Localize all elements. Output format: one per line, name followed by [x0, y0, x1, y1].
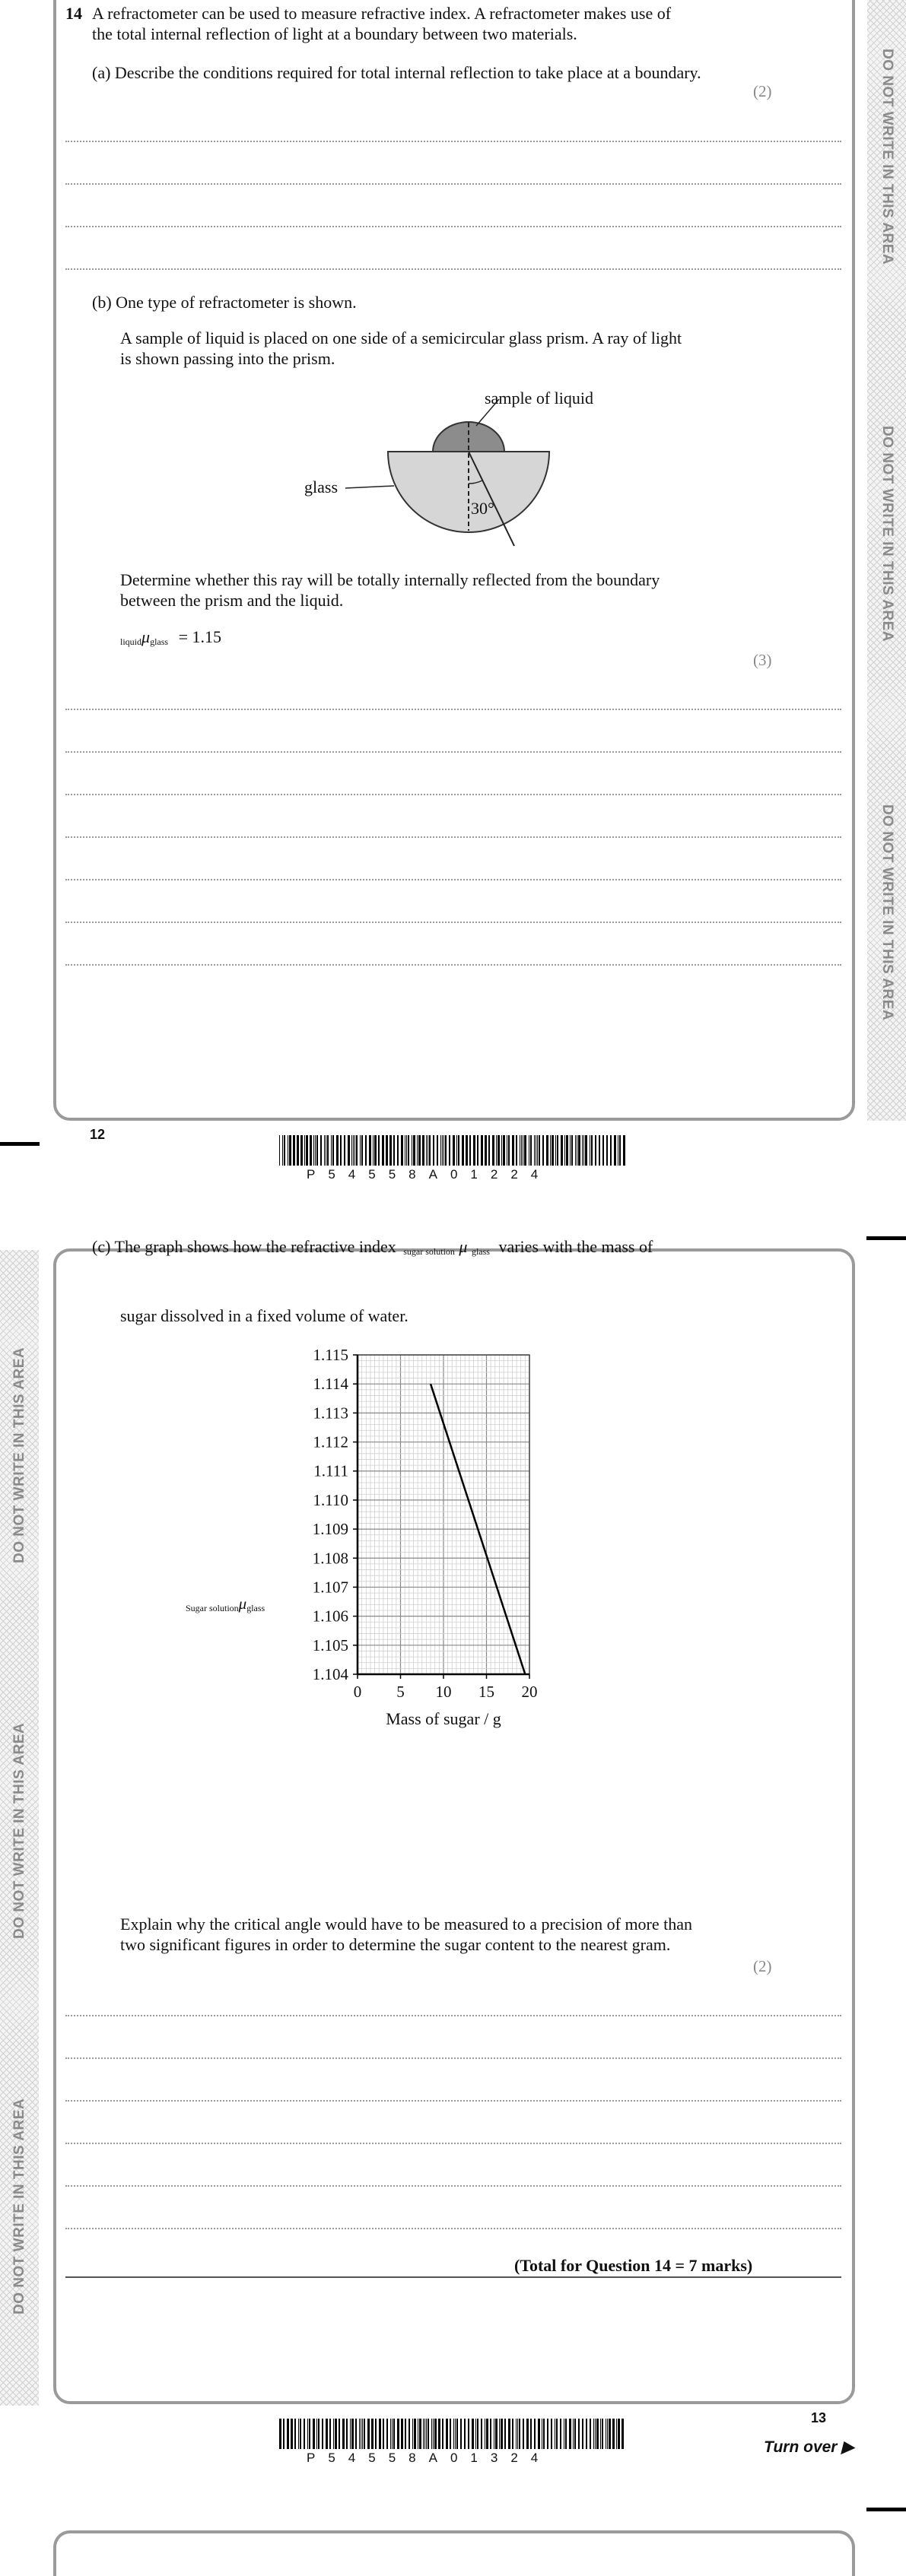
barcode-bar — [495, 2419, 498, 2449]
barcode-bar — [556, 2419, 558, 2449]
barcode-bar — [313, 1135, 314, 1166]
mu-value: = 1.15 — [178, 627, 221, 646]
barcode-bar — [374, 1135, 377, 1166]
question-total: (Total for Question 14 = 7 marks) — [514, 2256, 753, 2275]
barcode-bar — [350, 2419, 351, 2449]
barcode-bar — [428, 2419, 429, 2449]
barcode-bar — [397, 1135, 399, 1166]
barcode-bar — [283, 2419, 285, 2449]
barcode-bar — [382, 1135, 384, 1166]
barcode-bar — [279, 2419, 281, 2449]
barcode-bar — [546, 1135, 548, 1166]
margin-warning: DO NOT WRITE IN THIS AREA — [11, 1347, 27, 1563]
barcode-bar — [492, 1135, 494, 1166]
part-b-instruction: between the prism and the liquid. — [120, 591, 344, 610]
glass-label: glass — [304, 477, 338, 496]
barcode-bar — [371, 2419, 374, 2449]
barcode-bar — [417, 1135, 418, 1166]
barcode-bar — [557, 1135, 558, 1166]
barcode-bar — [516, 2419, 517, 2449]
barcode-bar — [517, 2419, 518, 2449]
barcode-bar — [355, 2419, 357, 2449]
barcode-bar — [521, 1135, 522, 1166]
barcode-bar — [456, 2419, 458, 2449]
barcode-bar — [481, 1135, 483, 1166]
barcode-bar — [422, 1135, 424, 1166]
mu-symbol: μ — [141, 627, 151, 646]
y-tick-label: 1.110 — [313, 1490, 348, 1509]
barcode-bar — [373, 1135, 374, 1166]
barcode-bar — [573, 2419, 574, 2449]
barcode-bar — [591, 1135, 593, 1166]
barcode-bar — [534, 1135, 535, 1166]
barcode-bar — [351, 2419, 354, 2449]
barcode-bar — [547, 2419, 548, 2449]
barcode-bar — [551, 2419, 552, 2449]
y-tick-label: 1.112 — [313, 1432, 348, 1451]
barcode-bar — [607, 2419, 608, 2449]
total-rule — [65, 2276, 841, 2278]
barcode-bar — [524, 1135, 526, 1166]
barcode-bar — [499, 2419, 500, 2449]
barcode-bar — [574, 2419, 576, 2449]
barcode-bar — [512, 1135, 514, 1166]
barcode-bar — [359, 2419, 360, 2449]
barcode-bar — [438, 2419, 440, 2449]
margin-warning: DO NOT WRITE IN THIS AREA — [11, 1722, 27, 1939]
refractive-index-value — [120, 627, 221, 652]
barcode-bar — [397, 2419, 399, 2449]
barcode-bar — [481, 2419, 482, 2449]
barcode-bar — [619, 1135, 621, 1166]
mu-subscript-left: sugar solution — [403, 1246, 455, 1257]
y-tick-label: 1.109 — [312, 1520, 348, 1539]
barcode-bar — [612, 2419, 615, 2449]
barcode-bar — [282, 1135, 283, 1166]
barcode-bar — [565, 2419, 567, 2449]
registration-mark — [866, 1236, 906, 1240]
barcode-bar — [287, 2419, 289, 2449]
barcode-bar — [539, 1135, 540, 1166]
answer-line[interactable] — [65, 2143, 841, 2144]
barcode-bar — [324, 1135, 325, 1166]
barcode-bar — [526, 2419, 529, 2449]
barcode-bar — [442, 1135, 443, 1166]
barcode-bar — [339, 2419, 340, 2449]
barcode-bar — [473, 1135, 475, 1166]
y-tick-label: 1.107 — [312, 1578, 348, 1597]
barcode-bar — [304, 1135, 305, 1166]
answer-line[interactable] — [65, 709, 841, 710]
barcode-bar — [464, 2419, 466, 2449]
barcode-bar — [602, 1135, 604, 1166]
barcode-bar — [609, 2419, 611, 2449]
barcode-bar — [346, 2419, 348, 2449]
answer-line[interactable] — [65, 141, 841, 142]
barcode-bar — [433, 2419, 434, 2449]
barcode-bar — [586, 2419, 587, 2449]
barcode-bar — [327, 1135, 329, 1166]
question-number: 14 — [65, 4, 82, 23]
answer-line[interactable] — [65, 2185, 841, 2187]
part-b-label: (b) One type of refractometer is shown. — [92, 293, 357, 312]
answer-line[interactable] — [65, 2228, 841, 2229]
barcode-bar — [530, 1135, 532, 1166]
barcode-bar — [453, 2419, 454, 2449]
barcode-bar — [342, 2419, 345, 2449]
barcode-bar — [408, 1135, 409, 1166]
barcode-bar — [543, 2419, 545, 2449]
question-intro: the total internal reflection of light at a boundary between two materials. — [92, 24, 577, 43]
barcode-bar — [332, 1135, 334, 1166]
part-c-text-end: varies with the mass of — [498, 1237, 653, 1256]
answer-line[interactable] — [65, 2057, 841, 2059]
barcode-bar — [449, 1135, 450, 1166]
barcode-bar — [472, 2419, 474, 2449]
answer-line[interactable] — [65, 2100, 841, 2102]
barcode-bar — [443, 1135, 444, 1166]
barcode-bar — [408, 2419, 410, 2449]
barcode-bar — [353, 1135, 354, 1166]
barcode-bar — [552, 1135, 554, 1166]
barcode-number: P54558A01324 — [307, 2451, 552, 2465]
barcode-bar — [578, 2419, 580, 2449]
barcode-bar — [488, 1135, 490, 1166]
barcode-bar — [423, 2419, 424, 2449]
barcode-bar — [585, 1135, 587, 1166]
barcode-bar — [530, 2419, 532, 2449]
barcode-bar — [375, 2419, 377, 2449]
part-c-text-start: (c) The graph shows how the refractive index — [92, 1237, 396, 1256]
barcode-bar — [326, 2419, 328, 2449]
answer-line[interactable] — [65, 751, 841, 753]
barcode-bar — [498, 1135, 500, 1166]
barcode-bar — [393, 1135, 395, 1166]
barcode-bar — [537, 1135, 538, 1166]
barcode-bar — [595, 2419, 596, 2449]
barcode-bar — [508, 1135, 510, 1166]
y-tick-label: 1.106 — [312, 1607, 348, 1626]
barcode-bar — [316, 1135, 318, 1166]
barcode-bar — [284, 1135, 285, 1166]
barcode-bar — [582, 2419, 583, 2449]
barcode-2 — [279, 2419, 627, 2452]
barcode-bar — [512, 2419, 513, 2449]
ylabel-subscript-left: Sugar solution — [186, 1603, 239, 1613]
barcode-bar — [310, 1135, 312, 1166]
barcode-bar — [561, 1135, 563, 1166]
barcode-bar — [294, 2419, 296, 2449]
barcode-bar — [450, 2419, 451, 2449]
barcode-bar — [468, 2419, 469, 2449]
barcode-bar — [593, 2419, 594, 2449]
registration-mark — [866, 2508, 906, 2511]
y-axis-label — [186, 1594, 265, 1619]
answer-line[interactable] — [65, 922, 841, 923]
barcode-bar — [477, 2419, 478, 2449]
registration-mark — [0, 1142, 40, 1146]
page-number: 12 — [90, 1127, 106, 1142]
x-tick-label: 20 — [521, 1683, 538, 1701]
barcode-bar — [291, 2419, 293, 2449]
answer-line[interactable] — [65, 794, 841, 795]
x-tick-label: 0 — [353, 1683, 362, 1701]
ylabel-subscript-right: glass — [246, 1603, 265, 1613]
barcode-bar — [419, 2419, 421, 2449]
barcode-bar — [523, 2419, 524, 2449]
y-tick-label: 1.113 — [313, 1404, 348, 1423]
barcode-bar — [335, 2419, 337, 2449]
barcode-bar — [575, 1135, 576, 1166]
barcode-bar — [431, 2419, 432, 2449]
question-intro: A refractometer can be used to measure refractive index. A refractometer makes use of — [92, 4, 672, 23]
part-c-question: sugar dissolved in a fixed volume of water. — [120, 1306, 408, 1325]
barcode-bar — [550, 1135, 551, 1166]
barcode-bar — [566, 1135, 568, 1166]
barcode-bar — [289, 1135, 291, 1166]
barcode-bar — [304, 2419, 305, 2449]
barcode-bar — [309, 2419, 310, 2449]
barcode-bar — [344, 1135, 345, 1166]
part-b-marks: (3) — [753, 651, 772, 669]
barcode-bar — [300, 1135, 303, 1166]
barcode-bar — [456, 1135, 457, 1166]
barcode-bar — [445, 1135, 447, 1166]
barcode-bar — [446, 2419, 448, 2449]
part-b-instruction: Determine whether this ray will be totally internally reflected from the boundary — [120, 570, 660, 589]
barcode-bar — [501, 2419, 503, 2449]
barcode-bar — [582, 1135, 583, 1166]
barcode-bar — [469, 1135, 471, 1166]
barcode-bar — [307, 2419, 308, 2449]
barcode-bar — [508, 2419, 510, 2449]
y-tick-label: 1.105 — [312, 1635, 348, 1654]
x-axis-label: Mass of sugar / g — [386, 1709, 501, 1728]
barcode-bar — [519, 2419, 520, 2449]
answer-line[interactable] — [65, 183, 841, 185]
barcode-bar — [458, 1135, 459, 1166]
y-tick-label: 1.108 — [312, 1549, 348, 1568]
barcode-bar — [570, 1135, 571, 1166]
barcode-bar — [401, 1135, 403, 1166]
barcode-bar — [351, 1135, 352, 1166]
answer-line[interactable] — [65, 226, 841, 227]
barcode-bar — [378, 1135, 380, 1166]
barcode-bar — [606, 1135, 608, 1166]
y-tick-label: 1.111 — [313, 1461, 348, 1480]
y-tick-label: 1.104 — [312, 1665, 348, 1683]
barcode-bar — [560, 2419, 561, 2449]
barcode-bar — [315, 1135, 316, 1166]
barcode-bar — [429, 1135, 431, 1166]
barcode-bar — [318, 2419, 319, 2449]
barcode-bar — [599, 1135, 600, 1166]
barcode-bar — [413, 1135, 415, 1166]
mu-subscript-right: glass — [471, 1246, 490, 1257]
barcode-bar — [426, 1135, 427, 1166]
barcode-bar — [542, 1135, 544, 1166]
barcode-1 — [279, 1135, 627, 1169]
next-page-frame — [53, 2530, 855, 2576]
part-a-question: (a) Describe the conditions required for total internal reflection to take place at a boundary. — [92, 63, 701, 82]
margin-warning: DO NOT WRITE IN THIS AREA — [879, 426, 895, 642]
barcode-bar — [300, 2419, 301, 2449]
barcode-bar — [389, 1135, 392, 1166]
barcode-bar — [442, 2419, 443, 2449]
barcode-bar — [485, 1135, 487, 1166]
barcode-bar — [356, 1135, 358, 1166]
barcode-bar — [412, 2419, 413, 2449]
barcode-bar — [596, 2419, 599, 2449]
barcode-bar — [503, 1135, 505, 1166]
barcode-bar — [390, 2419, 391, 2449]
barcode-bar — [426, 2419, 427, 2449]
barcode-bar — [583, 1135, 584, 1166]
barcode-bar — [354, 1135, 355, 1166]
margin-warning: DO NOT WRITE IN THIS AREA — [879, 49, 895, 265]
barcode-bar — [534, 2419, 536, 2449]
barcode-bar — [455, 2419, 456, 2449]
barcode-bar — [360, 1135, 361, 1166]
margin-warning: DO NOT WRITE IN THIS AREA — [11, 2098, 27, 2314]
x-tick-label: 15 — [478, 1683, 494, 1701]
barcode-bar — [322, 2419, 323, 2449]
barcode-bar — [496, 1135, 497, 1166]
barcode-bar — [460, 2419, 462, 2449]
turn-over: Turn over ▶ — [764, 2438, 854, 2456]
barcode-bar — [406, 1135, 407, 1166]
part-b-text: is shown passing into the prism. — [120, 349, 335, 368]
x-tick-label: 10 — [435, 1683, 452, 1701]
y-tick-label: 1.114 — [313, 1375, 348, 1394]
mu-symbol: μ — [459, 1237, 468, 1256]
barcode-number: P54558A01224 — [307, 1167, 552, 1182]
part-b-text: A sample of liquid is placed on one side of a semicircular glass prism. A ray of light — [120, 328, 682, 347]
barcode-bar — [538, 2419, 540, 2449]
barcode-bar — [475, 2419, 476, 2449]
barcode-bar — [578, 1135, 580, 1166]
barcode-bar — [414, 2419, 416, 2449]
barcode-bar — [590, 2419, 591, 2449]
barcode-bar — [340, 1135, 342, 1166]
barcode-bar — [320, 1135, 322, 1166]
barcode-bar — [571, 1135, 573, 1166]
barcode-bar — [504, 2419, 506, 2449]
barcode-bar — [383, 2419, 384, 2449]
mu-subscript-left: liquid — [120, 636, 142, 647]
part-c-question — [92, 1236, 653, 1262]
barcode-bar — [614, 1135, 616, 1166]
x-tick-label: 5 — [396, 1683, 405, 1701]
barcode-bar — [333, 2419, 334, 2449]
barcode-bar — [466, 1135, 468, 1166]
barcode-bar — [564, 1135, 565, 1166]
barcode-bar — [486, 2419, 488, 2449]
answer-line[interactable] — [65, 964, 841, 966]
barcode-bar — [595, 1135, 596, 1166]
barcode-bar — [364, 2419, 365, 2449]
barcode-bar — [623, 1135, 625, 1166]
barcode-bar — [392, 2419, 393, 2449]
barcode-bar — [424, 2419, 425, 2449]
barcode-bar — [405, 2419, 406, 2449]
barcode-bar — [336, 1135, 339, 1166]
barcode-bar — [437, 1135, 438, 1166]
sample-of-liquid-label: sample of liquid — [485, 389, 593, 408]
barcode-bar — [434, 2419, 437, 2449]
barcode-bar — [453, 1135, 455, 1166]
barcode-bar — [401, 2419, 403, 2449]
barcode-bar — [386, 1135, 388, 1166]
barcode-bar — [490, 2419, 491, 2449]
barcode-bar — [348, 1135, 350, 1166]
barcode-bar — [367, 2419, 370, 2449]
mu-subscript-right: glass — [150, 636, 169, 647]
ylabel-mu: μ — [238, 1594, 247, 1613]
barcode-bar — [316, 2419, 317, 2449]
barcode-bar — [501, 1135, 502, 1166]
barcode-bar — [393, 2419, 395, 2449]
barcode-bar — [298, 2419, 299, 2449]
barcode-bar — [329, 2419, 331, 2449]
angle-label: 30° — [471, 499, 494, 518]
barcode-bar — [365, 1135, 367, 1166]
barcode-bar — [600, 2419, 601, 2449]
barcode-bar — [555, 1135, 556, 1166]
barcode-bar — [369, 1135, 371, 1166]
part-c-instruction: two significant figures in order to determine the sugar content to the nearest gram. — [120, 1935, 671, 1954]
part-a-marks: (2) — [753, 82, 772, 100]
barcode-bar — [361, 1135, 363, 1166]
barcode-bar — [618, 2419, 620, 2449]
part-c-instruction: Explain why the critical angle would have to be measured to a precision of more than — [120, 1915, 693, 1934]
barcode-bar — [621, 2419, 624, 2449]
barcode-bar — [616, 2419, 617, 2449]
part-c-marks: (2) — [753, 1957, 772, 1975]
answer-line[interactable] — [65, 268, 841, 270]
page-number: 13 — [811, 2410, 827, 2425]
barcode-bar — [462, 1135, 464, 1166]
barcode-bar — [279, 1135, 280, 1166]
answer-line[interactable] — [65, 2015, 841, 2016]
barcode-bar — [602, 2419, 603, 2449]
barcode-bar — [386, 2419, 388, 2449]
margin-warning: DO NOT WRITE IN THIS AREA — [879, 804, 895, 1021]
barcode-bar — [440, 1135, 441, 1166]
barcode-bar — [433, 1135, 434, 1166]
barcode-bar — [418, 1135, 421, 1166]
barcode-bar — [569, 2419, 571, 2449]
refractive-index-graph — [175, 1338, 738, 1728]
barcode-bar — [516, 1135, 517, 1166]
answer-line[interactable] — [65, 836, 841, 838]
barcode-bar — [362, 2419, 363, 2449]
barcode-bar — [331, 1135, 332, 1166]
barcode-bar — [297, 1135, 299, 1166]
barcode-bar — [610, 1135, 612, 1166]
barcode-bar — [293, 1135, 295, 1166]
barcode-bar — [313, 2419, 315, 2449]
barcode-bar — [477, 1135, 478, 1166]
barcode-bar — [379, 2419, 381, 2449]
answer-line[interactable] — [65, 879, 841, 880]
barcode-bar — [306, 1135, 308, 1166]
y-tick-label: 1.115 — [313, 1346, 348, 1364]
glass-leader-line — [345, 486, 394, 488]
